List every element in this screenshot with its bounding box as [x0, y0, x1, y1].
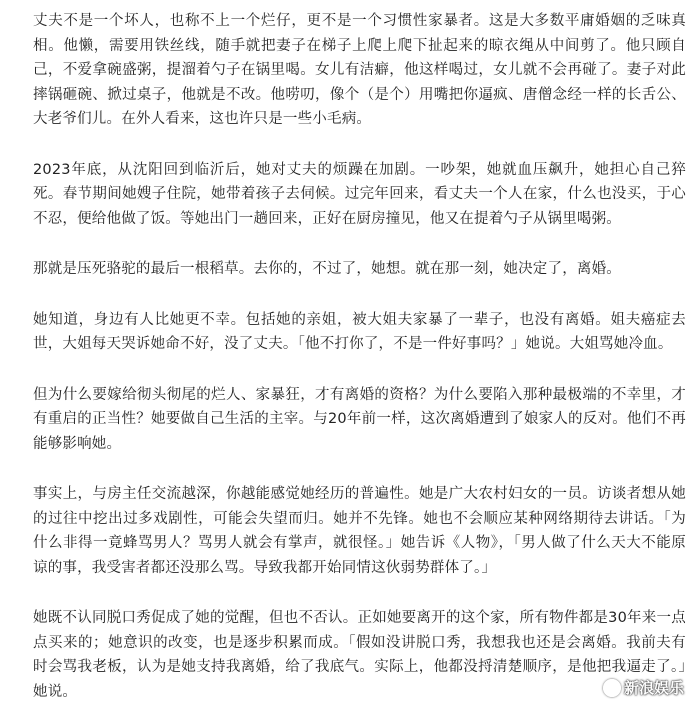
- article-paragraph: 丈夫不是一个坏人，也称不上一个烂仔，更不是一个习惯性家暴者。这是大多数平庸婚姻的乏味真相。他懒，需要用铁丝线，随手就把妻子在梯子上爬上爬下扯起来的晾衣绳从中间剪了。他只顾自己，不爱拿碗盛粥，提溜着勺子在锅里喝。女儿有洁癖，他这样喝过，女儿就不会再碰了。妻子对此摔锅砸碗、掀过桌子，他就是不改。他唠叨，像个（是个）用嘴把你逼疯、唐僧念经一样的长舌公、大老爷们儿。在外人看来，这也许只是一些小毛病。: [33, 13, 686, 127]
- article-paragraph: 2023年底，从沈阳回到临沂后，她对丈夫的烦躁在加剧。一吵架，她就血压飙升，她担心自己猝死。春节期间她嫂子住院，她带着孩子去伺候。过完年回来，看丈夫一个人在家，什么也没买，于心不忍，便给他做了饭。等她出门一趟回来，正好在厨房撞见，他又在提着勺子从锅里喝粥。: [33, 161, 686, 227]
- article-paragraph: 那就是压死骆驼的最后一根稻草。去你的，不过了，她想。就在那一刻，她决定了，离婚。: [33, 261, 621, 277]
- article-paragraph: 她既不认同脱口秀促成了她的觉醒，但也不否认。正如她要离开的这个家，所有物件都是30年来一点点买来的；她意识的改变，也是逐步积累而成。「假如没讲脱口秀，我想我也还是会离婚。我前夫有时会骂我老板，认为是她支持我离婚，给了我底气。实际上，他都没捋清楚顺序，是他把我逼走了。」她说。: [33, 610, 686, 700]
- sina-eye-logo-icon: [603, 679, 621, 697]
- article-paragraph: 她知道，身边有人比她更不幸。包括她的亲姐，被大姐夫家暴了一辈子，也没有离婚。姐夫癌症去世，大姐每天哭诉她命不好，没了丈夫。「他不打你了，不是一件好事吗？」她说。大姐骂她冷血。: [33, 311, 686, 352]
- article-paragraph: 但为什么要嫁给彻头彻尾的烂人、家暴狂，才有离婚的资格？为什么要陷入那种最极端的不幸里，才有重启的正当性？她要做自己生活的主宰。与20年前一样，这次离婚遭到了娘家人的反对。他们不再能够影响她。: [33, 386, 686, 452]
- article-paragraph: 事实上，与房主任交流越深，你越能感觉她经历的普遍性。她是广大农村妇女的一员。访谈者想从她的过往中挖出过多戏剧性，可能会失望而归。她并不先锋。她也不会顺应某种网络期待去讲话。「为什么非得一竟蜂骂男人？骂男人就会有掌声，就很怪。」她告诉《人物》，「男人做了什么天大不能原谅的事，我受害者都还没那么骂。导致我都开始同情这伙弱势群体了。」: [33, 486, 686, 576]
- watermark-text: 新浪娱乐: [623, 679, 684, 697]
- sina-watermark: [603, 677, 684, 698]
